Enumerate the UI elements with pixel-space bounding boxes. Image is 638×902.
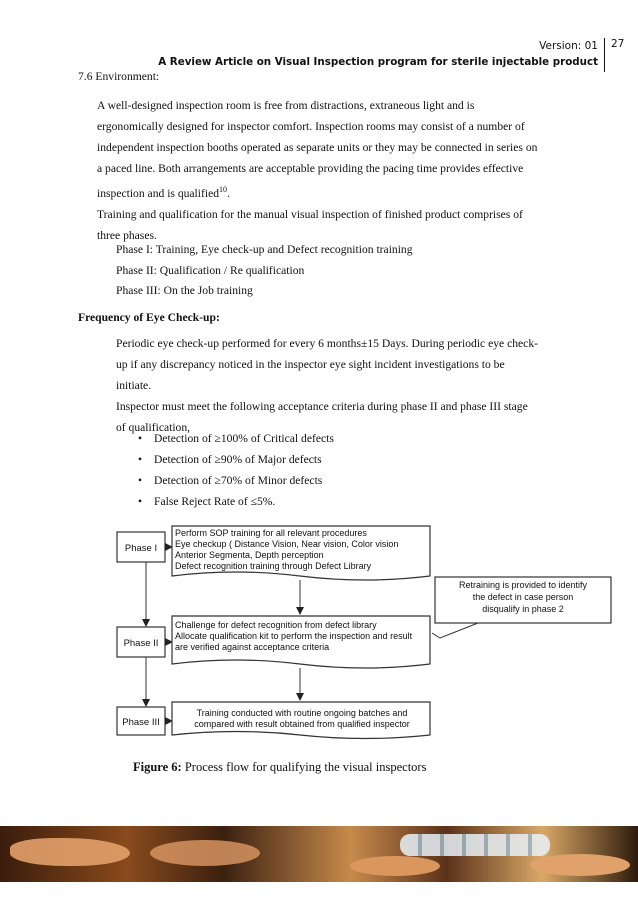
phase-item: Phase III: On the Job training [116,284,253,297]
phase1-line: Defect recognition training through Defect Library [175,561,372,571]
criteria-item: • Detection of ≥100% of Critical defects [154,432,334,445]
frequency-heading: Frequency of Eye Check-up: [78,311,220,324]
text-line: ergonomically designed for inspector comfort. Inspection rooms may consist of a number of [97,120,525,133]
text-line: initiate. [116,379,152,392]
section-heading: 7.6 Environment: [78,70,160,83]
callout-line: the defect in case person [472,592,574,602]
callout-line: disqualify in phase 2 [482,604,564,614]
text-span: inspection and is qualified [97,186,220,200]
text-line: Periodic eye check-up performed for every 6 months±15 Days. During periodic eye check- [116,337,538,350]
text-line: up if any discrepancy noticed in the inspector eye sight incident investigations to be [116,358,505,371]
phase1-line: Perform SOP training for all relevant procedures [175,528,367,538]
citation-superscript: 10 [219,185,228,194]
phase2-line: are verified against acceptance criteria [175,642,330,652]
phase-item: Phase II: Qualification / Re qualification [116,263,305,277]
criteria-item: • Detection of ≥90% of Major defects [154,453,322,466]
text-span: . [227,186,230,200]
phase3-line: compared with result obtained from qualified inspector [194,719,410,729]
phase-item: Phase I: Training, Eye check-up and Defect recognition training [116,243,413,256]
callout-pointer [432,623,478,638]
page-number: 27 [611,38,625,50]
phase3-label: Phase III [122,717,160,728]
hand-image-part [350,856,440,876]
article-title: A Review Article on Visual Inspection program for sterile injectable product [158,56,598,68]
caption-text: Process flow for qualifying the visual inspectors [181,760,427,774]
text-line: of qualification, [116,421,191,434]
caption-label: Figure 6: [133,760,182,774]
phase1-line: Eye checkup ( Distance Vision, Near vision, Color vision [175,539,399,549]
text-line: three phases. [97,228,157,242]
criteria-item: • False Reject Rate of ≤5%. [154,495,275,508]
callout-line: Retraining is provided to identify [458,580,588,590]
hand-image-part [10,838,130,866]
hand-image-part [150,840,260,866]
figure-caption [133,760,426,775]
phase2-line: Challenge for defect recognition from defect library [175,620,377,630]
phase2-label: Phase II [123,638,159,649]
phase1-line: Anterior Segmenta, Depth perception [175,550,324,560]
hand-image-part [530,854,630,876]
vials-image-part [400,834,550,856]
criteria-item: • Detection of ≥70% of Minor defects [154,474,322,487]
text-line: Training and qualification for the manual visual inspection of finished product comprises of [97,207,523,221]
phase1-label: Phase I [124,543,158,554]
text-line: a paced line. Both arrangements are acceptable providing the pacing time provides effective [97,162,524,175]
phase2-line: Allocate qualification kit to perform the inspection and result [175,631,413,641]
phase3-line: Training conducted with routine ongoing batches and [196,708,408,718]
text-line: A well-designed inspection room is free from distractions, extraneous light and is [97,99,475,112]
footer-decorative-image [0,826,638,882]
version-label: Version: 01 [539,40,598,52]
text-line: independent inspection booths operated as separate units or they may be connected in series on [97,141,538,154]
text-line: Inspector must meet the following acceptance criteria during phase II and phase III stage [116,400,528,413]
